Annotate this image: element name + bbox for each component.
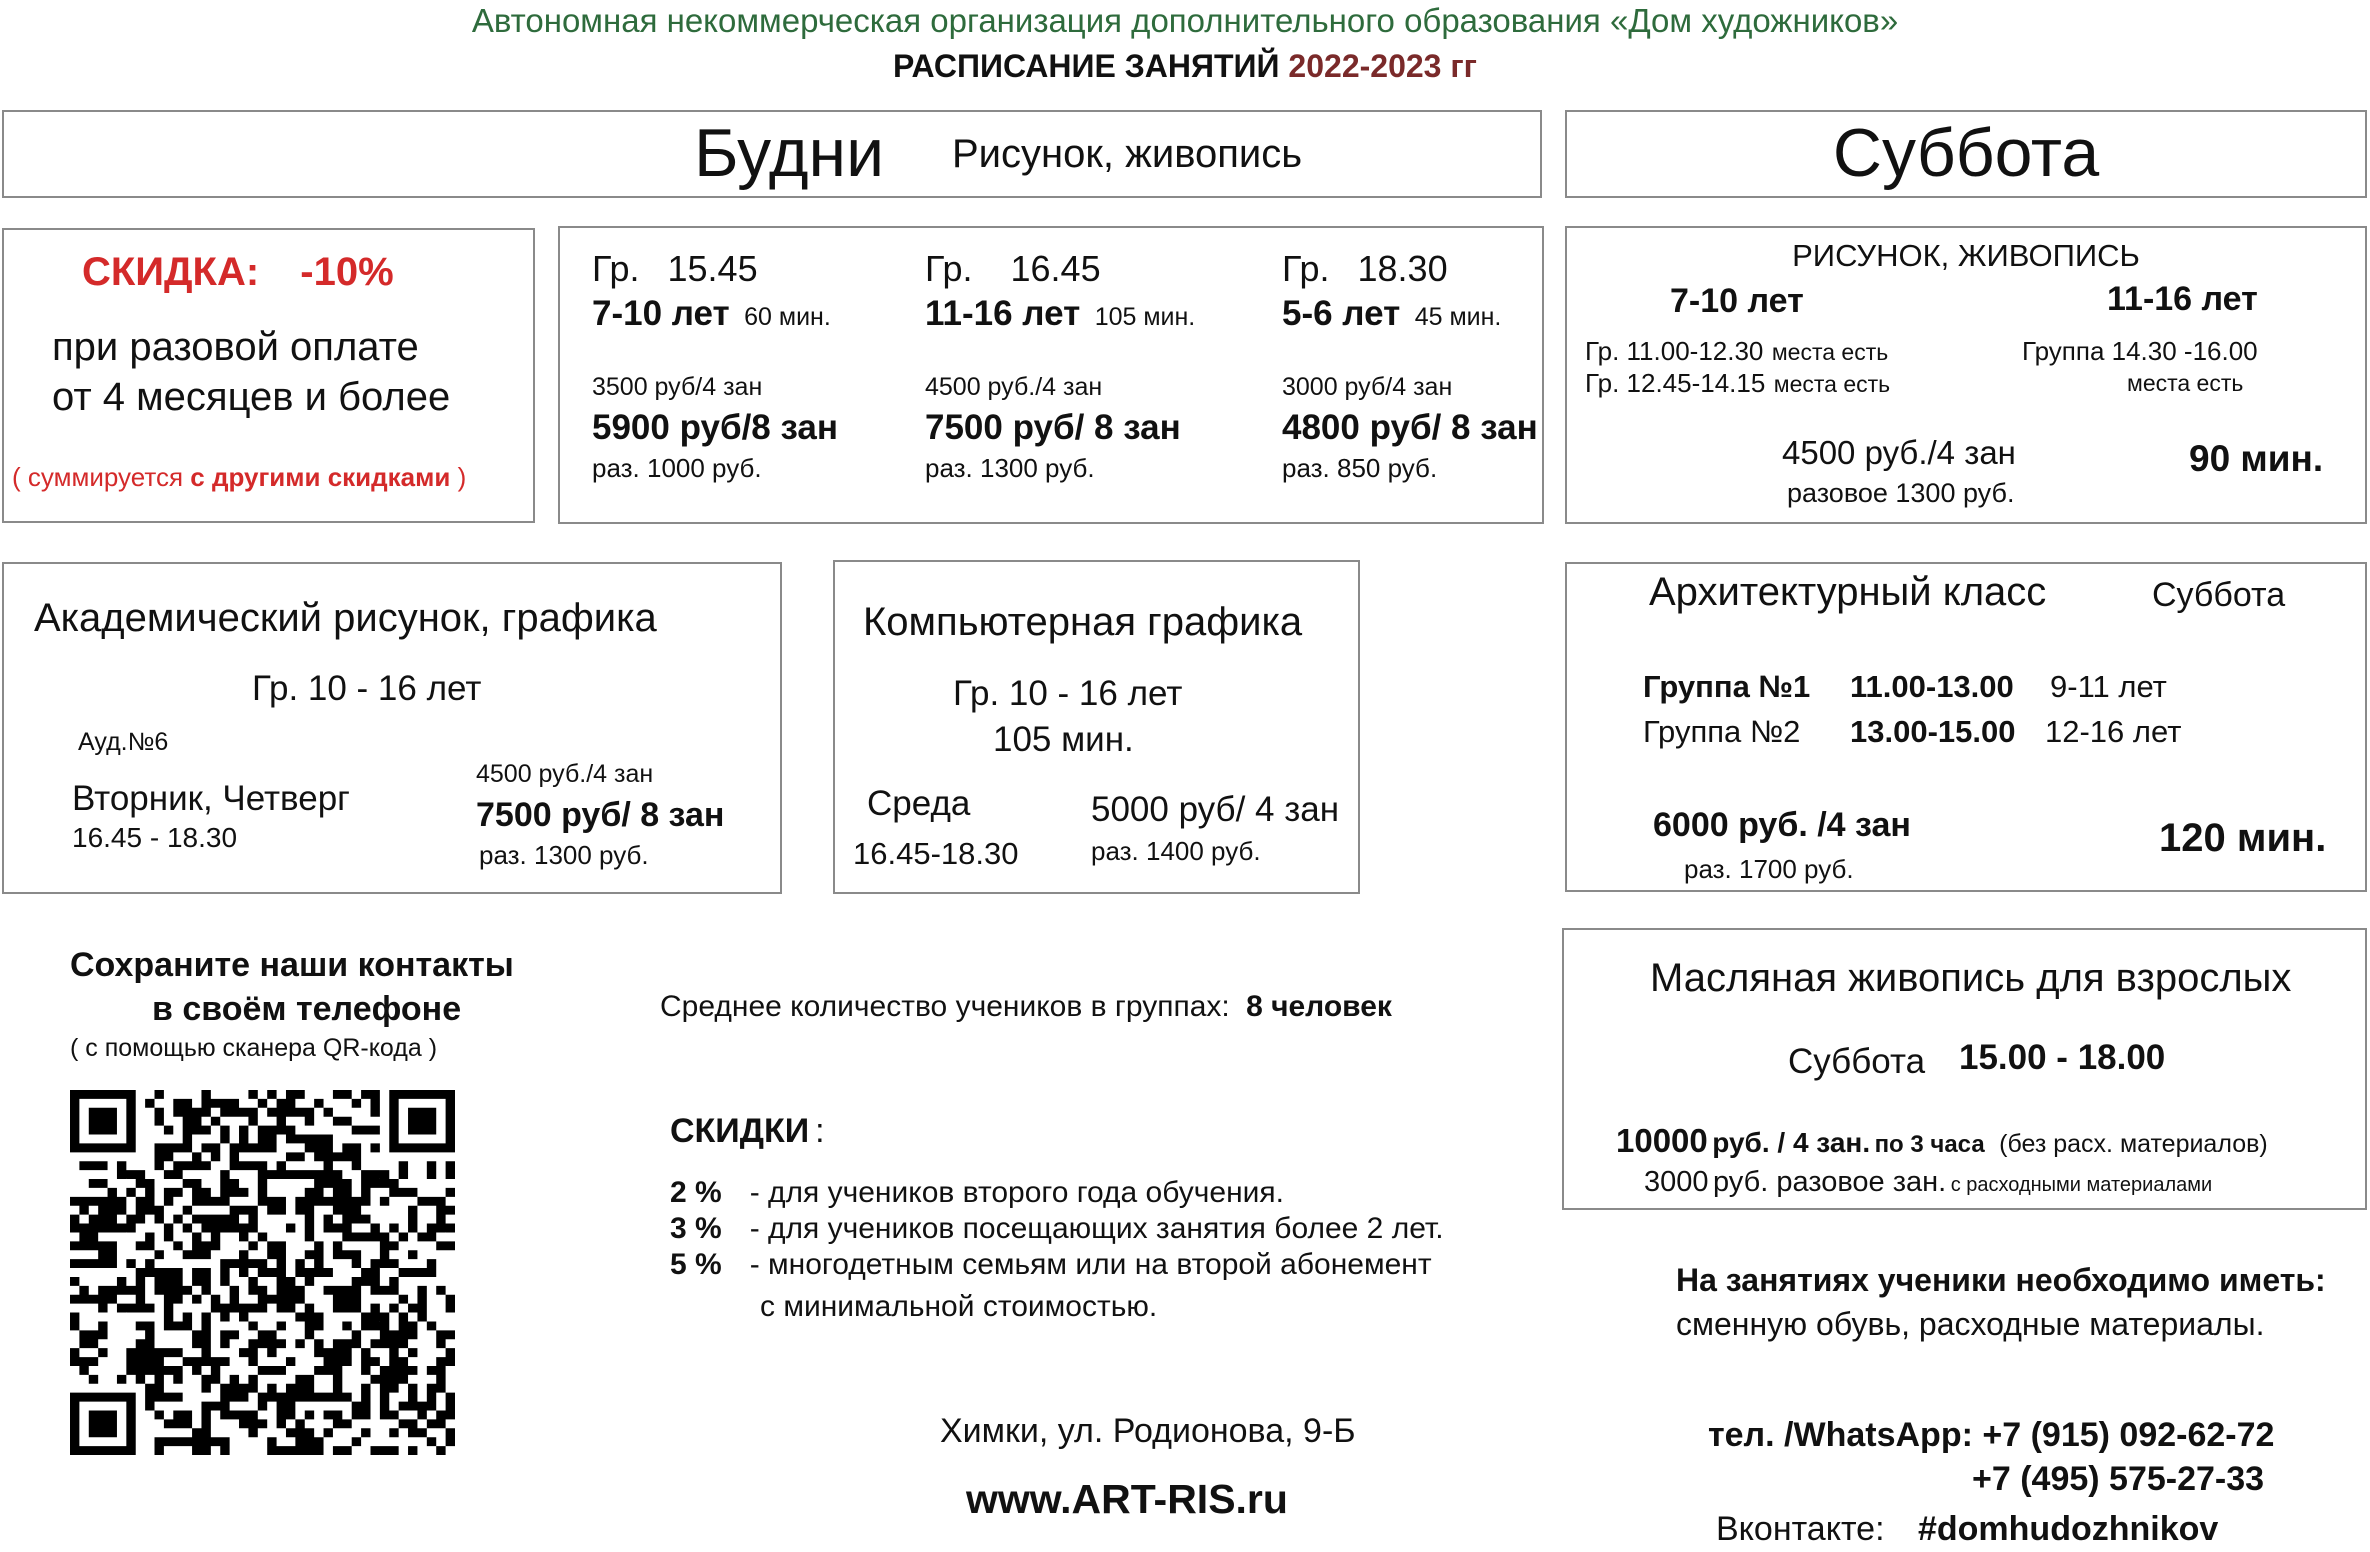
vk-tag[interactable]: #domhudozhnikov <box>1917 1510 2219 1548</box>
discount-label-text: СКИДКА: <box>82 250 260 294</box>
architecture-g2-time: 13.00-15.00 <box>1850 714 2016 749</box>
computer-box <box>833 560 1360 894</box>
weekdays-title: Будни <box>694 115 885 191</box>
discount-box <box>2 228 535 523</box>
average-value: 8 человек <box>1246 990 1392 1023</box>
oil-box <box>1562 928 2367 1210</box>
saturday-price4: 4500 руб./4 зан <box>1782 434 2016 471</box>
weekday-groups-box <box>558 226 1544 524</box>
academic-price8: 7500 руб/ 8 зан <box>476 796 725 834</box>
schedule-title <box>0 48 2370 85</box>
academic-days: Вторник, Четверг <box>72 779 350 818</box>
saturday-group1: Гр. 11.00-12.30 места есть <box>1585 336 1889 366</box>
weekday-group-2-single: раз. 1300 руб. <box>925 453 1095 483</box>
discount-item-3-continuation: с минимальной стоимостью. <box>760 1290 1158 1323</box>
weekday-group-1-single: раз. 1000 руб. <box>592 453 762 483</box>
architecture-box <box>1565 562 2367 892</box>
computer-time: 16.45-18.30 <box>853 836 1019 871</box>
saturday-single: разовое 1300 руб. <box>1787 478 2015 508</box>
weekday-group-2-price8: 7500 руб/ 8 зан <box>925 408 1181 447</box>
phone-label: тел. /WhatsApp: <box>1708 1416 1973 1454</box>
academic-single: раз. 1300 руб. <box>479 840 649 870</box>
architecture-single: раз. 1700 руб. <box>1684 854 1854 884</box>
org-name: Автономная некоммерческая организация дополнительного образования «Дом художников» <box>471 2 1899 39</box>
architecture-title: Архитектурный класс <box>1649 570 2047 614</box>
website-link[interactable]: www.ART-RIS.ru <box>966 1476 1288 1522</box>
address: Химки, ул. Родионова, 9-Б <box>940 1412 1356 1450</box>
saturday-box <box>1565 226 2367 524</box>
computer-single: раз. 1400 руб. <box>1091 836 1261 866</box>
qr-caption-line3: ( с помощью сканера QR-кода ) <box>70 1034 438 1062</box>
qr-caption-line2: в своём телефоне <box>152 990 462 1028</box>
discount-line2: от 4 месяцев и более <box>52 375 451 419</box>
computer-group: Гр. 10 - 16 лет <box>953 674 1183 713</box>
academic-time: 16.45 - 18.30 <box>72 822 238 853</box>
oil-title: Масляная живопись для взрослых <box>1650 956 2292 1000</box>
architecture-g1-time: 11.00-13.00 <box>1850 669 2014 704</box>
weekdays-subtitle: Рисунок, живопись <box>952 132 1303 176</box>
vk-line <box>1716 1510 2218 1549</box>
weekday-group-2-price4: 4500 руб./4 зан <box>925 373 1103 401</box>
weekday-group-3-age: 5-6 лет 45 мин. <box>1282 294 1502 333</box>
schedule-year: 2022-2023 гг <box>1288 48 1477 84</box>
discount-item-2: 3 % - для учеников посещающих занятия более 2 лет. <box>670 1212 1444 1245</box>
saturday-title: Суббота <box>1832 115 2100 191</box>
discount-label <box>82 250 394 295</box>
oil-time: 15.00 - 18.00 <box>1959 1038 2166 1077</box>
discounts-title: СКИДКИ : <box>670 1112 825 1150</box>
architecture-g2-age: 12-16 лет <box>2045 714 2182 749</box>
discount-note-prefix: ( суммируется <box>12 462 184 492</box>
qr-caption-line1: Сохраните наши контакты <box>70 946 514 984</box>
discount-note-bold: с другими скидками <box>190 462 451 492</box>
architecture-g2-name: Группа №2 <box>1643 714 1801 749</box>
discount-value: -10% <box>300 250 394 294</box>
computer-title: Компьютерная графика <box>863 600 1303 644</box>
requirements-title: На занятиях ученики необходимо иметь: <box>1676 1262 2326 1298</box>
weekday-group-1-price4: 3500 руб/4 зан <box>592 373 763 401</box>
architecture-g1-age: 9-11 лет <box>2050 669 2167 704</box>
architecture-day: Суббота <box>2152 576 2286 614</box>
architecture-duration: 120 мин. <box>2159 816 2327 860</box>
oil-single: 3000 руб. разовое зан. с расходными материалами <box>1644 1166 2213 1198</box>
weekday-group-1-time: Гр. 15.45 <box>592 248 758 289</box>
discount-line1: при разовой оплате <box>52 325 419 369</box>
architecture-g1-name: Группа №1 <box>1643 669 1811 704</box>
weekday-group-3-time: Гр. 18.30 <box>1282 248 1448 289</box>
average-text: Среднее количество учеников в группах: <box>660 990 1230 1023</box>
phone-2[interactable]: +7 (495) 575-27-33 <box>1972 1460 2265 1498</box>
saturday-duration: 90 мин. <box>2189 438 2324 479</box>
phone-line1 <box>1708 1416 2274 1455</box>
weekday-group-3-single: раз. 850 руб. <box>1282 453 1438 483</box>
academic-title: Академический рисунок, графика <box>34 596 657 640</box>
phone-1[interactable]: +7 (915) 092-62-72 <box>1982 1416 2275 1454</box>
saturday-age2: 11-16 лет <box>2107 280 2258 318</box>
weekday-group-3-price8: 4800 руб/ 8 зан <box>1282 408 1538 447</box>
saturday-group3-status: места есть <box>2127 370 2244 396</box>
weekday-group-2-age: 11-16 лет 105 мин. <box>925 294 1196 333</box>
requirements-text: сменную обувь, расходные материалы. <box>1676 1306 2265 1342</box>
computer-day: Среда <box>867 784 971 823</box>
saturday-group2: Гр. 12.45-14.15 места есть <box>1585 368 1891 398</box>
discount-note-suffix: ) <box>457 462 467 492</box>
saturday-box-title: РИСУНОК, ЖИВОПИСЬ <box>1792 238 2140 273</box>
qr-code-icon[interactable] <box>70 1090 455 1455</box>
vk-label: Вконтакте: <box>1716 1510 1885 1548</box>
weekday-group-1-price8: 5900 руб/8 зан <box>592 408 839 447</box>
oil-price: 10000 руб. / 4 зан. по 3 часа (без расх. материалов) <box>1616 1122 2268 1159</box>
saturday-age1: 7-10 лет <box>1670 282 1804 320</box>
academic-group: Гр. 10 - 16 лет <box>252 669 482 708</box>
schedule-label: РАСПИСАНИЕ ЗАНЯТИЙ <box>893 48 1280 84</box>
weekday-group-1-age: 7-10 лет 60 мин. <box>592 294 831 333</box>
weekday-group-3-price4: 3000 руб/4 зан <box>1282 373 1453 401</box>
saturday-group3: Группа 14.30 -16.00 <box>2022 336 2258 366</box>
discount-note <box>12 462 466 493</box>
weekdays-header <box>2 110 1542 198</box>
saturday-header <box>1565 110 2367 198</box>
academic-box <box>2 562 782 894</box>
academic-room: Ауд.№6 <box>78 728 169 756</box>
computer-duration: 105 мин. <box>993 720 1134 759</box>
academic-price4: 4500 руб./4 зан <box>476 760 654 788</box>
architecture-price4: 6000 руб. /4 зан <box>1653 806 1911 844</box>
discount-item-3: 5 % - многодетным семьям или на второй абонемент <box>670 1248 1432 1281</box>
computer-price4: 5000 руб/ 4 зан <box>1091 790 1340 829</box>
weekday-group-2-time: Гр. 16.45 <box>925 248 1101 289</box>
average-students <box>660 990 1392 1024</box>
discount-item-1: 2 % - для учеников второго года обучения. <box>670 1176 1284 1209</box>
oil-day: Суббота <box>1788 1042 1926 1081</box>
